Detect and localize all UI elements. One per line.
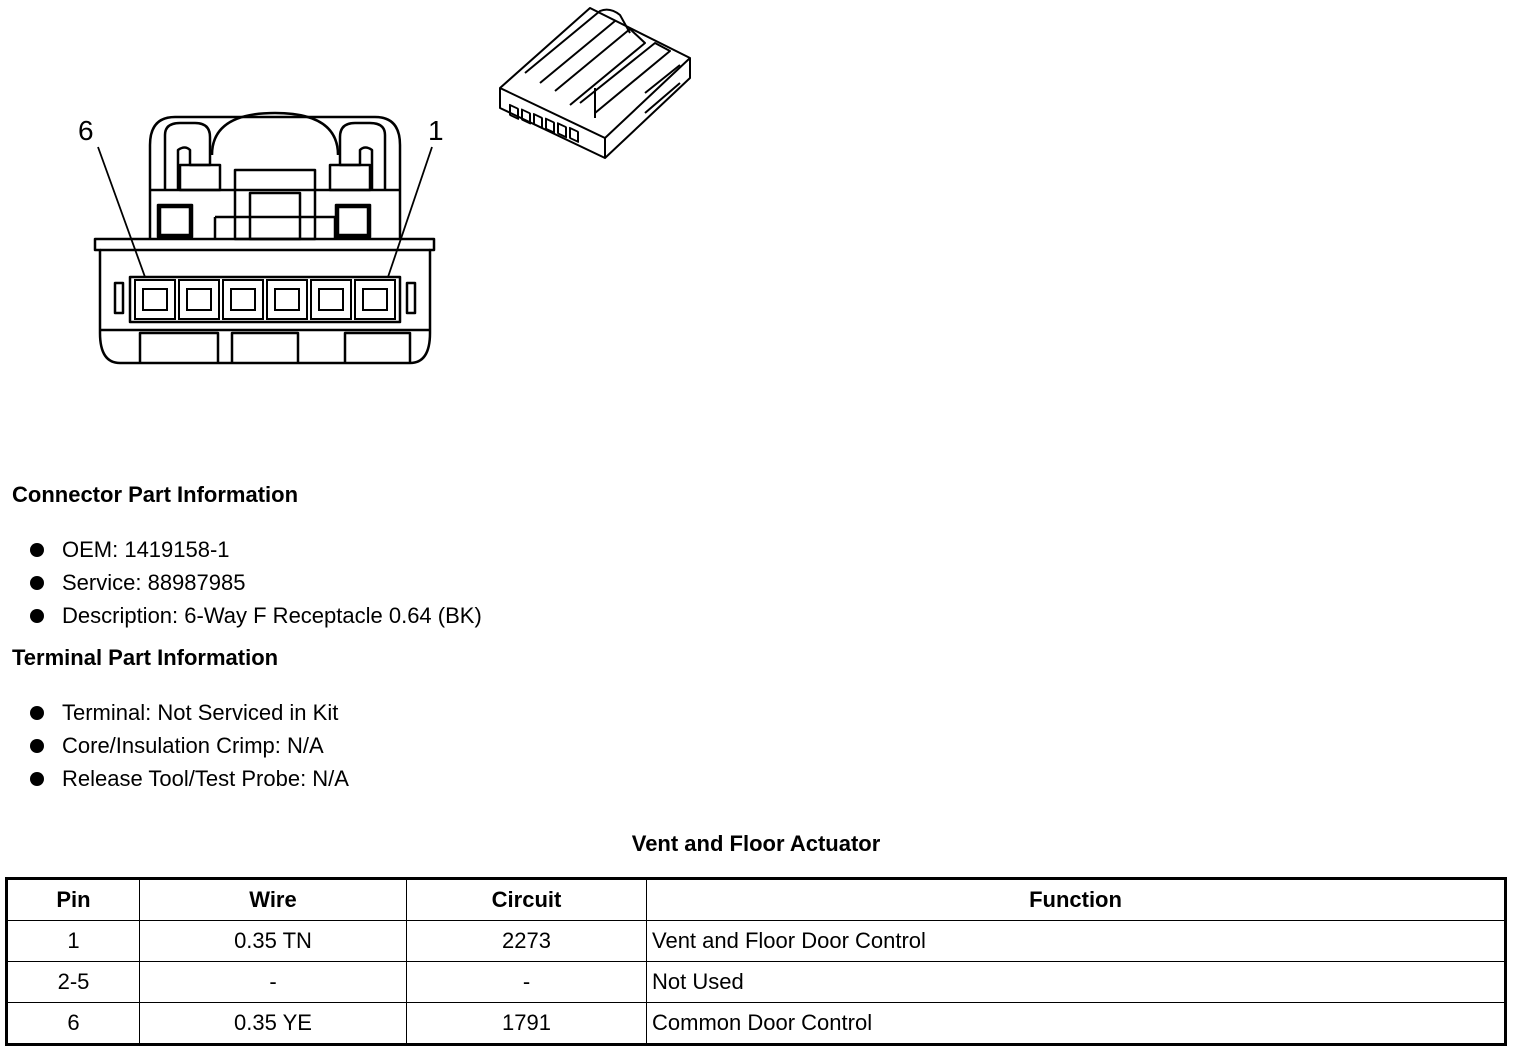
pin-cavity [267,280,307,319]
pin-cavity [223,280,263,319]
list-item: Description: 6-Way F Receptacle 0.64 (BK) [28,599,482,632]
pin-cavity [355,280,395,319]
cell-wire: - [140,962,407,1003]
connector-part-info-heading: Connector Part Information [12,482,299,507]
pin-table [5,877,1507,1046]
bullet-icon [30,772,44,786]
pin-cavity-inner [363,289,387,310]
list-item: Terminal: Not Serviced in Kit [28,696,349,729]
cell-function: Not Used [647,962,1506,1003]
pin-1-label: 1 [428,115,444,146]
pin-cavity-inner [319,289,343,310]
cell-circuit: - [407,962,647,1003]
cell-circuit: 1791 [407,1003,647,1045]
table-row [7,921,1506,962]
list-item: OEM: 1419158-1 [28,533,482,566]
cell-circuit: 2273 [407,921,647,962]
terminal-part-info-heading: Terminal Part Information [12,645,279,670]
connector-isometric-diagram [495,3,695,163]
cell-function: Vent and Floor Door Control [647,921,1506,962]
cell-pin: 6 [7,1003,140,1045]
pin-cavity-inner [187,289,211,310]
column-header-pin: Pin [7,879,140,921]
pin-cavity-inner [231,289,255,310]
pin-cavity [135,280,175,319]
pin-cavity-inner [275,289,299,310]
connector-part-info-list [28,533,482,632]
pin-6-label: 6 [78,115,94,146]
table-row [7,1003,1506,1045]
pin-cavity [179,280,219,319]
pin-cavity-inner [143,289,167,310]
table-header-row [7,879,1506,921]
column-header-function: Function [647,879,1506,921]
bullet-icon [30,739,44,753]
pin-cavity [311,280,351,319]
cell-pin: 2-5 [7,962,140,1003]
list-item: Release Tool/Test Probe: N/A [28,762,349,795]
cell-function: Common Door Control [647,1003,1506,1045]
terminal-part-info-list [28,696,349,795]
table-title: Vent and Floor Actuator [631,831,881,856]
connector-face-diagram [70,105,450,370]
cell-pin: 1 [7,921,140,962]
bullet-icon [30,576,44,590]
bullet-icon [30,609,44,623]
cell-wire: 0.35 TN [140,921,407,962]
bullet-icon [30,543,44,557]
table-row [7,962,1506,1003]
list-item: Core/Insulation Crimp: N/A [28,729,349,762]
cell-wire: 0.35 YE [140,1003,407,1045]
list-item: Service: 88987985 [28,566,482,599]
column-header-wire: Wire [140,879,407,921]
bullet-icon [30,706,44,720]
column-header-circuit: Circuit [407,879,647,921]
